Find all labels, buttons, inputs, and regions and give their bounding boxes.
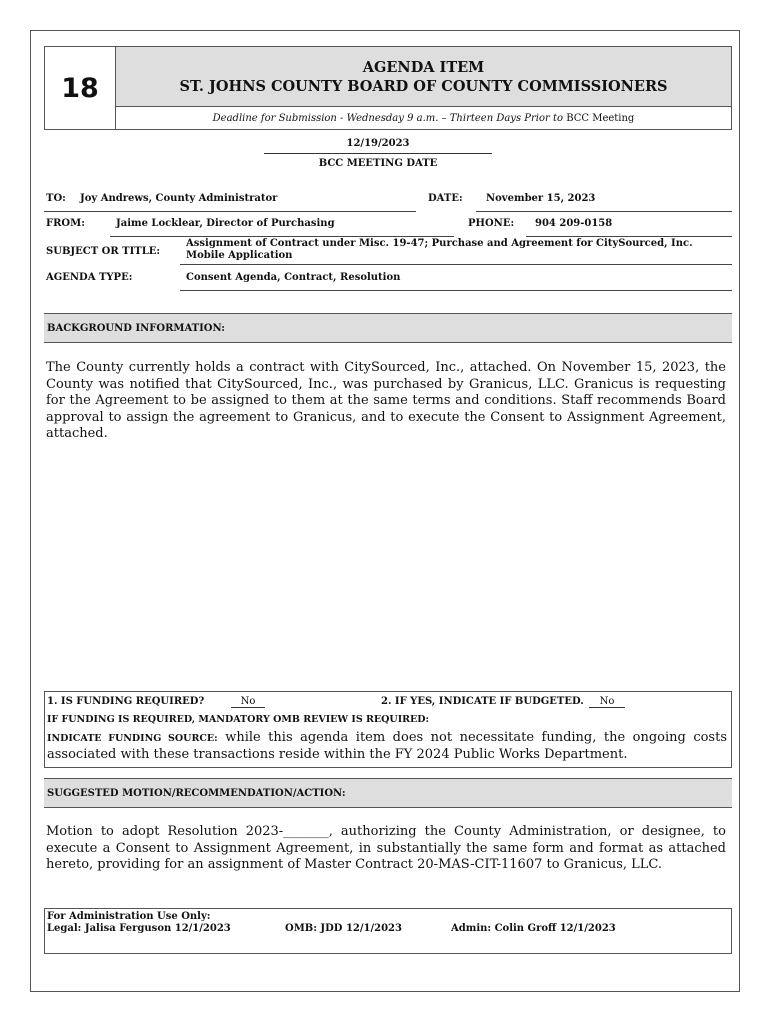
subject-underline (180, 264, 732, 265)
omb-signoff: OMB: JDD 12/1/2023 (285, 923, 402, 934)
agenda-type-label: AGENDA TYPE: (46, 272, 133, 283)
meeting-date-block (264, 138, 492, 169)
meeting-date: 12/19/2023 (264, 138, 492, 154)
to-value: Joy Andrews, County Administrator (80, 193, 278, 204)
funding-required-value: No (231, 696, 265, 708)
phone-label: PHONE: (468, 218, 515, 229)
phone-underline (526, 236, 732, 237)
subject-value (186, 238, 693, 262)
background-text: The County currently holds a contract with CitySourced, Inc., attached. On November 15, 2023, the County was notified that CitySourced, Inc., was purchased by Granicus, LLC. Granicus is requesting for the Agreement to be assigned to them at the same terms and conditions. Staff recommends Board approval to assign the agreement to Granicus, and to execute the Consent to Assignment Agreement, attached. (46, 360, 726, 441)
to-label: TO: (46, 193, 66, 204)
date-label: DATE: (428, 193, 463, 204)
admin-heading: For Administration Use Only: (47, 911, 211, 922)
date-underline (476, 211, 732, 212)
legal-signoff: Legal: Jalisa Ferguson 12/1/2023 (47, 923, 231, 934)
date-value: November 15, 2023 (486, 193, 596, 204)
submission-deadline (116, 107, 731, 129)
budgeted-value: No (589, 696, 625, 708)
header-title (116, 47, 731, 107)
to-underline (44, 211, 416, 212)
agenda-header (44, 46, 732, 130)
header-title-line1: AGENDA ITEM (362, 58, 485, 76)
funding-box (44, 691, 732, 768)
motion-text: Motion to adopt Resolution 2023-_______, authorizing the County Administration, or designee, to execute a Consent to Assignment Agreement, in substantially the same form and format as attached hereto, providing for an assignment of Master Contract 20-MAS-CIT-11607 to Granicus, LLC. (46, 824, 726, 872)
funding-source (47, 730, 727, 763)
admin-use-box (44, 908, 732, 954)
header-right (116, 47, 731, 129)
meeting-date-label: BCC MEETING DATE (318, 158, 438, 169)
item-number: 18 (45, 47, 116, 129)
motion-heading: SUGGESTED MOTION/RECOMMENDATION/ACTION: (44, 778, 732, 808)
budgeted-label: 2. IF YES, INDICATE IF BUDGETED. (381, 696, 584, 707)
agenda-type-value: Consent Agenda, Contract, Resolution (186, 272, 401, 283)
admin-signoff: Admin: Colin Groff 12/1/2023 (451, 923, 616, 934)
background-heading: BACKGROUND INFORMATION: (44, 313, 732, 343)
phone-value: 904 209-0158 (535, 218, 613, 229)
subject-label: SUBJECT OR TITLE: (46, 246, 161, 257)
funding-source-text: while this agenda item does not necessitate funding, the ongoing costs associated with these transactions reside within the FY 2024 Public Works Department. (47, 730, 727, 762)
header-title-line2: ST. JOHNS COUNTY BOARD OF COUNTY COMMISSIONERS (179, 77, 668, 95)
omb-review-note: IF FUNDING IS REQUIRED, MANDATORY OMB REVIEW IS REQUIRED: (47, 714, 430, 725)
from-value: Jaime Locklear, Director of Purchasing (116, 218, 335, 229)
from-label: FROM: (46, 218, 85, 229)
deadline-tail: BCC Meeting (566, 112, 635, 124)
from-underline (110, 236, 454, 237)
subject-line2: Mobile Application (186, 250, 293, 261)
deadline-text: Deadline for Submission - Wednesday 9 a.m. – Thirteen Days Prior to (212, 112, 563, 124)
funding-source-label: INDICATE FUNDING SOURCE: (47, 733, 218, 744)
agenda-type-underline (180, 290, 732, 291)
funding-required-label: 1. IS FUNDING REQUIRED? (47, 696, 205, 707)
subject-line1: Assignment of Contract under Misc. 19-47; Purchase and Agreement for CitySourced, Inc. (186, 238, 693, 249)
